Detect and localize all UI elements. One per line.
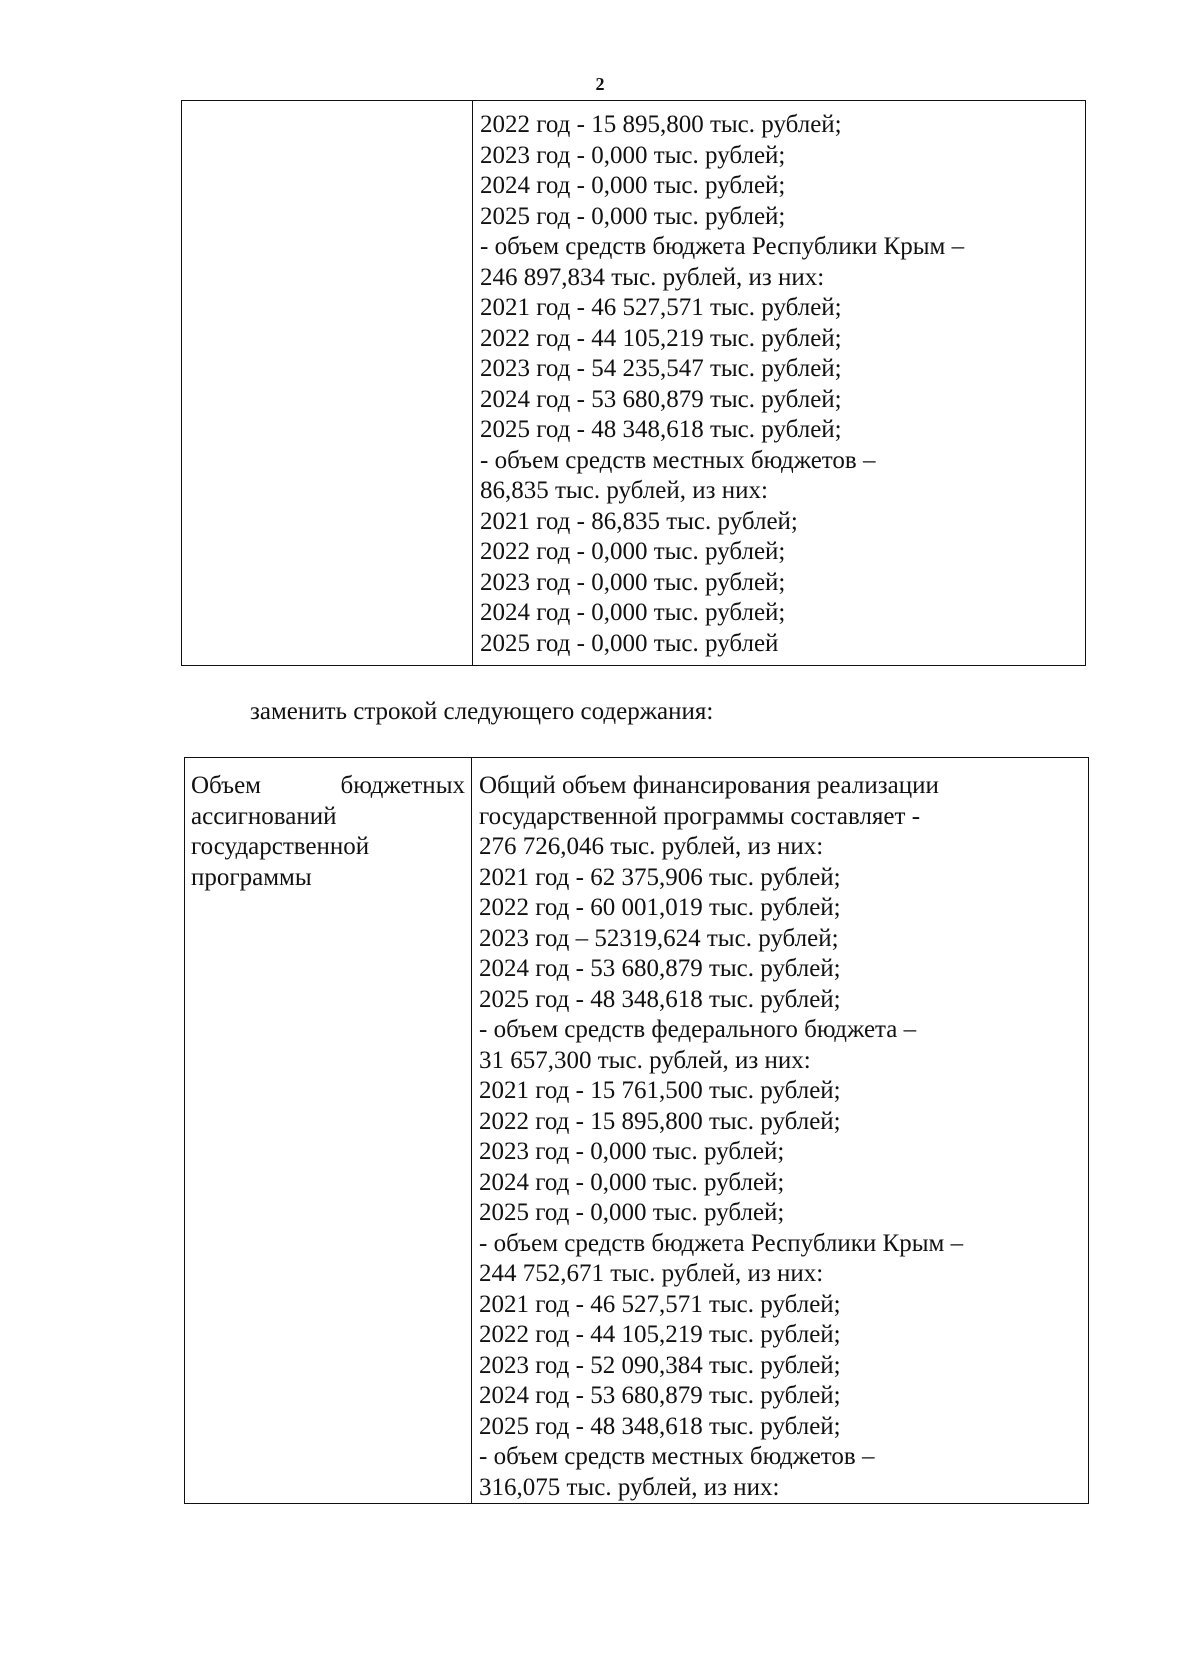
value-line: 2024 год - 53 680,879 тыс. рублей;	[480, 385, 842, 413]
parameter-value-cell	[473, 101, 1086, 666]
value-line: 2023 год – 52319,624 тыс. рублей;	[479, 924, 839, 952]
value-line: 2024 год - 53 680,879 тыс. рублей;	[479, 1382, 841, 1409]
value-line: - объем средств местных бюджетов –	[480, 446, 876, 474]
value-line: 2021 год - 46 527,571 тыс. рублей;	[480, 294, 842, 321]
value-line: 2024 год - 53 680,879 тыс. рублей;	[479, 955, 841, 982]
value-line: 86,835 тыс. рублей, из них:	[480, 477, 768, 504]
value-line: 2025 год - 0,000 тыс. рублей;	[480, 202, 786, 230]
value-line: 2023 год - 54 235,547 тыс. рублей;	[480, 355, 842, 382]
value-line: 2022 год - 44 105,219 тыс. рублей;	[480, 324, 842, 352]
value-line: - объем средств бюджета Республики Крым –	[480, 233, 965, 260]
replace-instruction-text: заменить строкой следующего содержания:	[250, 698, 714, 725]
table-row	[185, 758, 1089, 1504]
value-line: 2023 год - 52 090,384 тыс. рублей;	[479, 1351, 841, 1379]
value-line: 2022 год - 44 105,219 тыс. рублей;	[479, 1321, 841, 1348]
value-line: 276 726,046 тыс. рублей, из них:	[479, 833, 824, 860]
value-line: 2024 год - 0,000 тыс. рублей;	[480, 172, 786, 199]
value-line: 2022 год - 60 001,019 тыс. рублей;	[479, 894, 841, 921]
value-line: 2021 год - 62 375,906 тыс. рублей;	[479, 863, 841, 891]
value-line: 2023 год - 0,000 тыс. рублей;	[479, 1138, 785, 1165]
value-line: 2021 год - 46 527,571 тыс. рублей;	[479, 1290, 841, 1318]
value-line: 2022 год - 15 895,800 тыс. рублей;	[480, 111, 842, 138]
value-line: государственной программы составляет -	[479, 802, 921, 830]
value-line: 2023 год - 0,000 тыс. рублей;	[480, 141, 786, 169]
parameter-name-line: государственной	[191, 833, 370, 860]
value-line: - объем средств местных бюджетов –	[479, 1443, 875, 1470]
value-line: 2025 год - 48 348,618 тыс. рублей;	[480, 416, 842, 443]
value-line: Общий объем финансирования реализации	[479, 772, 939, 799]
value-line: 2023 год - 0,000 тыс. рублей;	[480, 568, 786, 596]
parameter-name-first-line	[191, 771, 465, 802]
value-line: 31 657,300 тыс. рублей, из них:	[479, 1046, 811, 1074]
value-line: 244 752,671 тыс. рублей, из них:	[479, 1260, 824, 1287]
parameter-name-cell	[185, 758, 472, 1504]
value-line: 316,075 тыс. рублей, из них:	[479, 1473, 780, 1501]
parameter-name-word: бюджетных	[340, 772, 465, 799]
value-line: - объем средств бюджета Республики Крым –	[479, 1229, 964, 1257]
parameter-name-line: ассигнований	[191, 802, 337, 830]
value-line: 2025 год - 0,000 тыс. рублей;	[479, 1199, 785, 1226]
page-number: 2	[595, 74, 605, 94]
budget-table-continued	[181, 100, 1086, 666]
value-line: 2024 год - 0,000 тыс. рублей;	[479, 1168, 785, 1196]
table-row	[182, 101, 1086, 666]
value-line: 2022 год - 0,000 тыс. рублей;	[480, 538, 786, 565]
value-line: 2021 год - 15 761,500 тыс. рублей;	[479, 1077, 841, 1104]
value-line: 246 897,834 тыс. рублей, из них:	[480, 263, 825, 291]
parameter-name-cell	[182, 101, 473, 666]
value-line: 2025 год - 0,000 тыс. рублей	[480, 629, 779, 657]
value-line: 2024 год - 0,000 тыс. рублей;	[480, 599, 786, 626]
value-line: 2022 год - 15 895,800 тыс. рублей;	[479, 1107, 841, 1135]
value-line: 2025 год - 48 348,618 тыс. рублей;	[479, 985, 841, 1013]
parameter-value-cell	[472, 758, 1089, 1504]
value-line: 2025 год - 48 348,618 тыс. рублей;	[479, 1412, 841, 1440]
parameter-name-word: Объем	[191, 772, 261, 799]
value-line: 2021 год - 86,835 тыс. рублей;	[480, 507, 798, 535]
parameter-name-line: программы	[191, 863, 312, 891]
value-line: - объем средств федерального бюджета –	[479, 1016, 917, 1043]
value-lines	[479, 771, 1088, 1503]
budget-table-new	[184, 757, 1089, 1504]
value-lines	[480, 110, 1085, 659]
